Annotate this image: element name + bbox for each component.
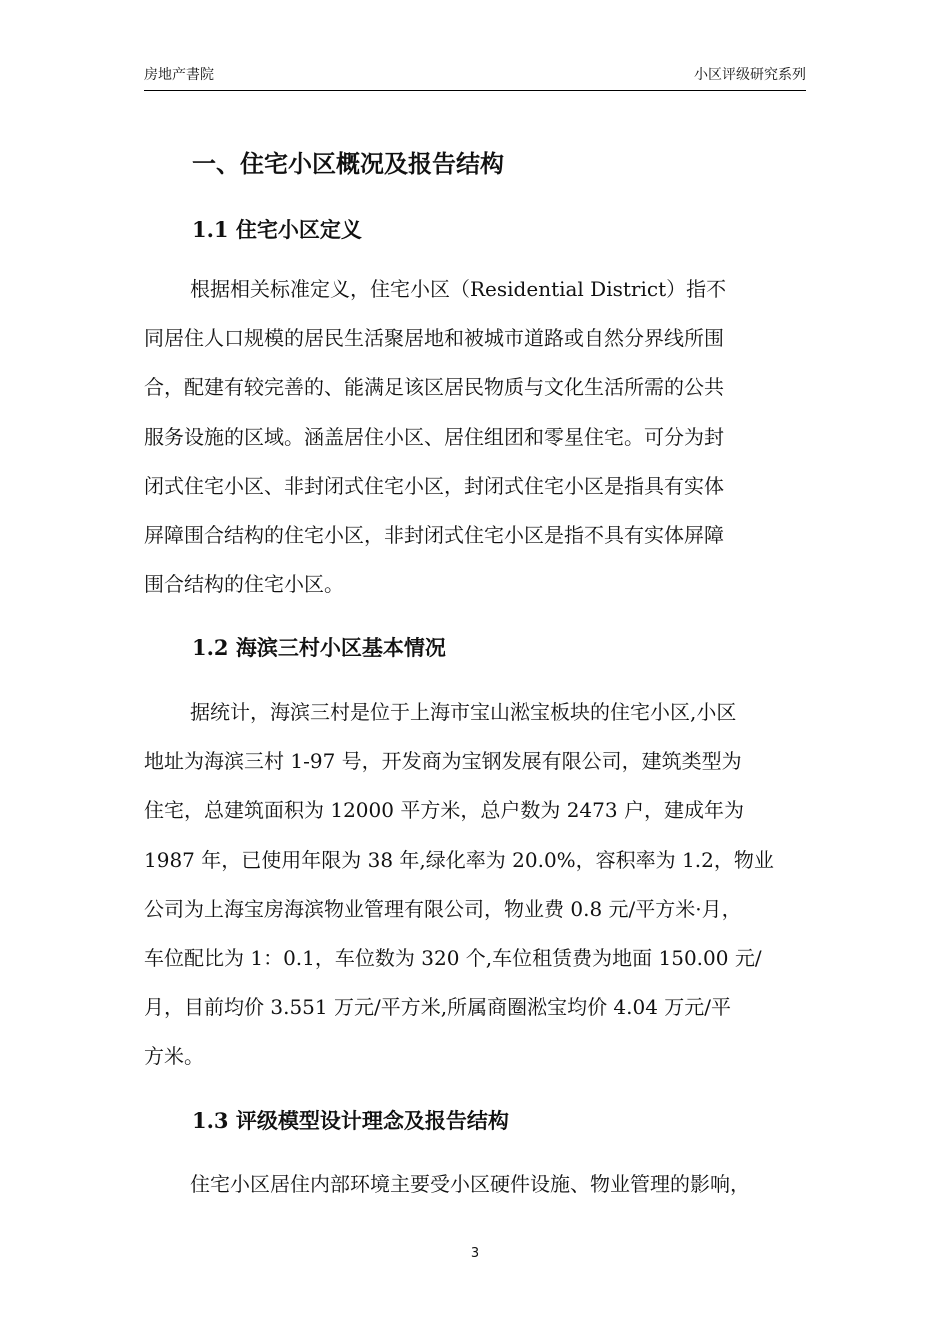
paragraph-line: 根据相关标准定义，住宅小区（Residential District）指不 bbox=[190, 277, 727, 301]
paragraph-line: 住宅，总建筑面积为 12000 平方米，总户数为 2473 户，建成年为 bbox=[144, 798, 744, 823]
paragraph-line: 据统计，海滨三村是位于上海市宝山淞宝板块的住宅小区,小区 bbox=[190, 700, 737, 724]
paragraph-line: 1987 年，已使用年限为 38 年,绿化率为 20.0%，容积率为 1.2，物业 bbox=[144, 847, 774, 872]
paragraph-1-1 bbox=[144, 265, 810, 609]
paragraph-1-2 bbox=[144, 688, 810, 1082]
paragraph-line: 合，配建有较完善的、能满足该区居民物质与文化生活所需的公共 bbox=[144, 375, 724, 400]
header-series-title: 小区评级研究系列 bbox=[694, 67, 806, 83]
heading-1-2: 1.2 海滨三村小区基本情况 bbox=[192, 635, 446, 660]
page-header bbox=[144, 64, 806, 91]
header-publisher: 房地产書院 bbox=[144, 67, 214, 83]
paragraph-line: 屏障围合结构的住宅小区，非封闭式住宅小区是指不具有实体屏障 bbox=[144, 522, 724, 547]
paragraph-line: 公司为上海宝房海滨物业管理有限公司，物业费 0.8 元/平方米·月， bbox=[144, 896, 742, 921]
paragraph-line: 围合结构的住宅小区。 bbox=[144, 572, 344, 597]
paragraph-1-3 bbox=[144, 1160, 810, 1209]
paragraph-line: 月，目前均价 3.551 万元/平方米,所属商圈淞宝均价 4.04 万元/平 bbox=[144, 995, 732, 1020]
section-title: 一、住宅小区概况及报告结构 bbox=[192, 149, 504, 178]
paragraph-line: 车位配比为 1：0.1，车位数为 320 个,车位租赁费为地面 150.00 元/ bbox=[144, 945, 762, 970]
paragraph-line: 地址为海滨三村 1-97 号，开发商为宝钢发展有限公司，建筑类型为 bbox=[144, 749, 742, 774]
paragraph-line: 同居住人口规模的居民生活聚居地和被城市道路或自然分界线所围 bbox=[144, 326, 724, 351]
paragraph-line: 服务设施的区域。涵盖居住小区、居住组团和零星住宅。可分为封 bbox=[144, 424, 724, 449]
paragraph-line: 闭式住宅小区、非封闭式住宅小区，封闭式住宅小区是指具有实体 bbox=[144, 473, 724, 498]
page-number: 3 bbox=[470, 1246, 480, 1261]
heading-1-1: 1.1 住宅小区定义 bbox=[192, 217, 362, 242]
heading-1-3: 1.3 评级模型设计理念及报告结构 bbox=[192, 1108, 509, 1133]
paragraph-line: 住宅小区居住内部环境主要受小区硬件设施、物业管理的影响， bbox=[190, 1172, 750, 1196]
paragraph-line: 方米。 bbox=[144, 1044, 204, 1069]
